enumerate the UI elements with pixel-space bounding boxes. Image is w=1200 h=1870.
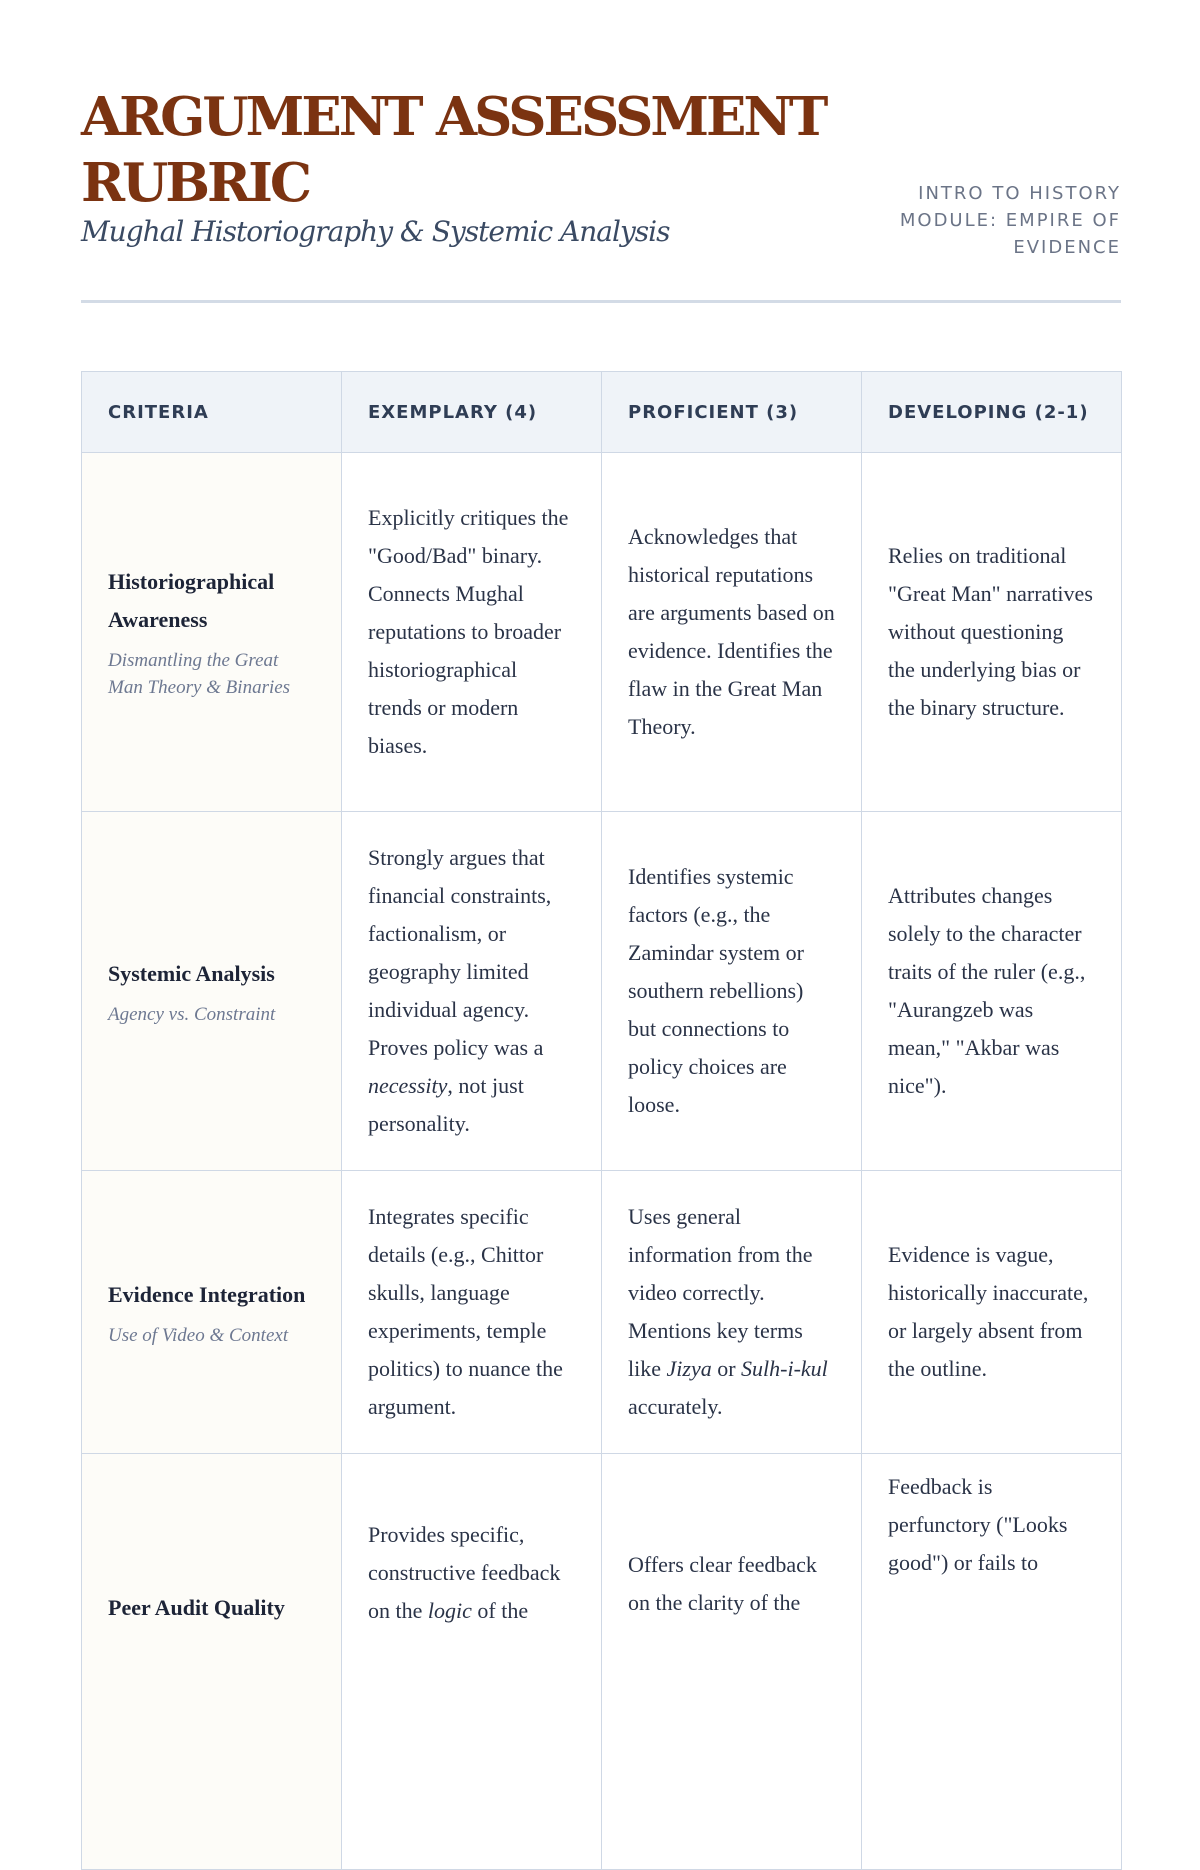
text-run: Strongly argues that financial constraints, factionalism, or geography limited individual agency. Proves policy was a: [368, 845, 552, 1060]
emphasis-text: Jizya: [666, 1356, 712, 1381]
column-header-exemplary: EXEMPLARY (4): [342, 372, 602, 453]
text-run: , not just personality.: [368, 1073, 524, 1136]
developing-text: Feedback is perfunctory ("Looks good") or fails to: [888, 1474, 1068, 1575]
rubric-table: [81, 371, 1122, 1870]
developing-cell: [862, 453, 1122, 812]
exemplary-cell: [342, 453, 602, 812]
proficient-cell: [602, 812, 862, 1171]
proficient-text: Acknowledges that historical reputations are arguments based on evidence. Identifies the flaw in the Great Man Theory.: [628, 524, 835, 739]
criteria-cell: [82, 453, 342, 812]
developing-text: Evidence is vague, historically inaccurate, or largely absent from the outline.: [888, 1242, 1089, 1381]
developing-cell: [862, 1454, 1122, 1870]
emphasis-text: logic: [427, 1598, 472, 1623]
exemplary-cell: [342, 1454, 602, 1870]
column-header-proficient: PROFICIENT (3): [602, 372, 862, 453]
emphasis-text: Sulh-i-kul: [741, 1356, 828, 1381]
proficient-cell: [602, 1171, 862, 1454]
exemplary-text: Integrates specific details (e.g., Chittor skulls, language experiments, temple politics) to nuance the argument.: [368, 1204, 563, 1419]
criteria-cell: [82, 1171, 342, 1454]
developing-cell: [862, 1171, 1122, 1454]
emphasis-text: necessity: [368, 1073, 448, 1098]
exemplary-text: Explicitly critiques the "Good/Bad" binary. Connects Mughal reputations to broader historiographical trends or modern biases.: [368, 505, 569, 758]
text-run: of the: [471, 1598, 529, 1623]
exemplary-cell: [342, 812, 602, 1171]
criterion-subtitle: Agency vs. Constraint: [108, 1003, 276, 1025]
course-line: EVIDENCE: [1013, 237, 1121, 258]
criteria-cell: [82, 812, 342, 1171]
exemplary-text: [368, 845, 551, 1136]
text-run: Uses general information from the video correctly. Mentions key terms like: [628, 1204, 813, 1381]
table-header-row: [82, 372, 1122, 453]
proficient-cell: [602, 453, 862, 812]
text-run: accurately.: [628, 1394, 723, 1419]
exemplary-cell: [342, 1171, 602, 1454]
table-row: [82, 1454, 1122, 1870]
page-title: ARGUMENT ASSESSMENT RUBRIC: [81, 86, 826, 214]
text-run: Provides specific, constructive feedback on the: [368, 1522, 561, 1623]
header-divider: [81, 300, 1121, 303]
developing-text: Attributes changes solely to the character traits of the ruler (e.g., "Aurangzeb was mean," "Akbar was nice").: [888, 883, 1086, 1098]
course-info: [861, 180, 1121, 261]
table-row: [82, 453, 1122, 812]
proficient-text: Identifies systemic factors (e.g., the Zamindar system or southern rebellions) but connections to policy choices are loose.: [628, 864, 804, 1117]
criterion-name: Historiographical Awareness: [108, 569, 275, 632]
proficient-text: [628, 1204, 828, 1419]
exemplary-text: [368, 1522, 560, 1623]
developing-text: Relies on traditional "Great Man" narratives without questioning the underlying bias or the binary structure.: [888, 543, 1093, 720]
course-line: MODULE: EMPIRE OF: [899, 210, 1121, 231]
criterion-name: Evidence Integration: [108, 1281, 306, 1307]
page-header: [81, 84, 1121, 304]
criterion-subtitle: Dismantling the Great Man Theory & Binaries: [108, 650, 291, 698]
criterion-name: Peer Audit Quality: [108, 1595, 285, 1620]
table-row: [82, 1171, 1122, 1454]
course-line: INTRO TO HISTORY: [918, 183, 1121, 204]
column-header-criteria: CRITERIA: [82, 372, 342, 453]
proficient-cell: [602, 1454, 862, 1870]
developing-cell: [862, 812, 1122, 1171]
page-subtitle: Mughal Historiography & Systemic Analysis: [81, 215, 670, 248]
text-run: or: [711, 1356, 742, 1381]
table-row: [82, 812, 1122, 1171]
criterion-subtitle: Use of Video & Context: [108, 1324, 289, 1346]
criteria-cell: [82, 1454, 342, 1870]
criterion-name: Systemic Analysis: [108, 960, 275, 986]
column-header-developing: DEVELOPING (2-1): [862, 372, 1122, 453]
proficient-text: Offers clear feedback on the clarity of the: [628, 1552, 817, 1615]
